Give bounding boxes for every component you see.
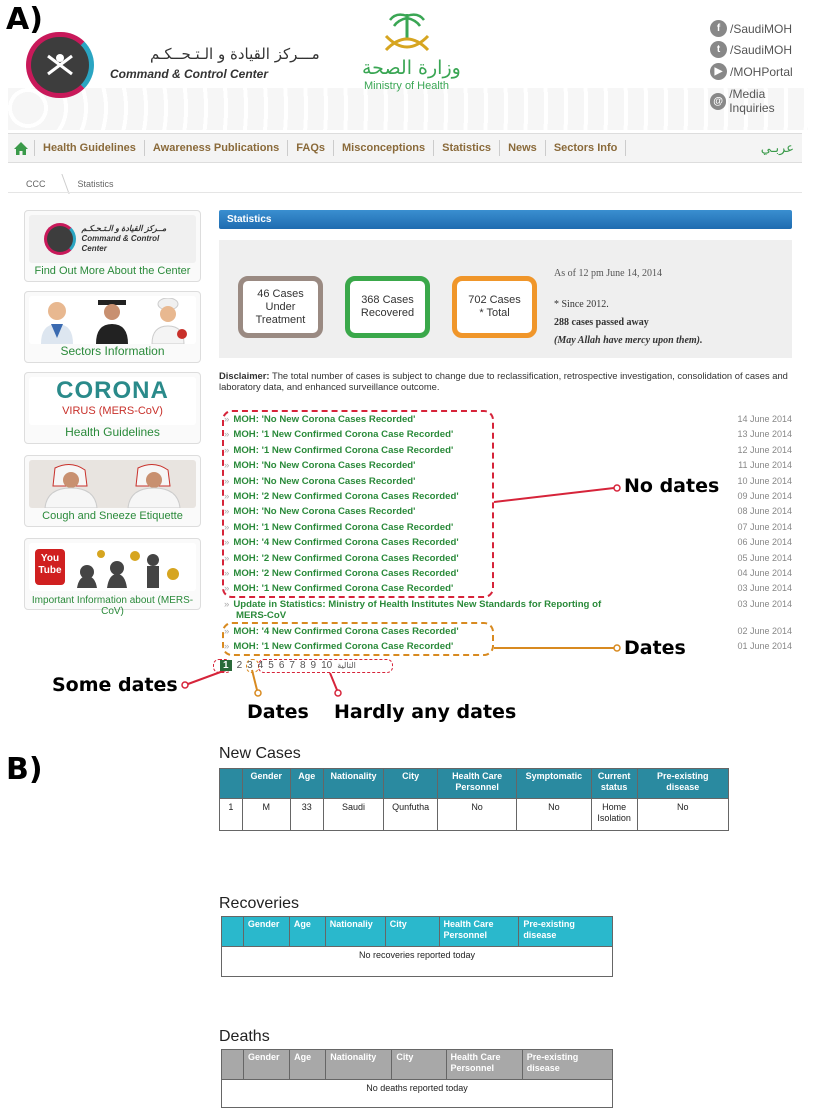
page-link[interactable]: 6 [278, 660, 285, 671]
table-header-row [220, 769, 729, 799]
recoveries-table [221, 916, 613, 977]
nav-health-guidelines[interactable]: Health Guidelines [34, 140, 144, 156]
sidebar-caption: Important Information about (MERS-CoV) [31, 595, 194, 617]
social-label: /MOHPortal [730, 64, 793, 79]
news-item[interactable]: » MOH: '1 New Confirmed Corona Case Recorded' 12 June 2014 [224, 444, 792, 456]
since-note: * Since 2012. [554, 299, 609, 310]
page-link[interactable]: 8 [299, 660, 306, 671]
sidebar-caption: Sectors Information [60, 344, 165, 358]
sidebar-caption: Health Guidelines [65, 425, 160, 439]
corona-banner-subtitle: VIRUS (MERS-CoV) [62, 405, 163, 417]
social-label: /SaudiMOH [730, 42, 793, 57]
col-header: Health Care Personnel [446, 1050, 522, 1080]
col-header: Gender [243, 917, 289, 947]
table-cell: 33 [290, 799, 323, 831]
breadcrumb-current: Statistics [77, 179, 114, 189]
disclaimer-text: The total number of cases is subject to change due to reclassification, retrospective investigation, consolidation of cases and laboratory data, and enhanced surveillance outcome. [219, 370, 788, 392]
ccc-english-name: Command & Control Center [110, 67, 269, 81]
social-label: /SaudiMOH [730, 21, 793, 36]
page-link[interactable]: 7 [289, 660, 295, 671]
table-cell: Saudi [323, 799, 383, 831]
youtube-icon: ▶ [710, 63, 727, 80]
stat-line: Under [265, 300, 296, 313]
news-item[interactable]: » MOH: 'No New Corona Cases Recorded' 11 June 2014 [224, 460, 792, 472]
news-item[interactable]: » MOH: '2 New Confirmed Corona Cases Recorded' 09 June 2014 [224, 491, 792, 502]
corona-banner-title: CORONA [56, 377, 169, 404]
col-header: Age [290, 1050, 326, 1080]
col-header: Pre-existing disease [522, 1050, 612, 1080]
news-item[interactable]: » Update in Statistics: Ministry of Health Institutes New Standards for Reporting of MERS-CoV 03 June 2014 [224, 599, 792, 621]
news-title[interactable]: MOH: '1 New Confirmed Corona Case Recorded' [233, 521, 454, 533]
social-label: /Media Inquiries [729, 87, 775, 115]
table-cell: M [242, 799, 290, 831]
stat-line: 46 Cases [257, 287, 304, 300]
news-title[interactable]: MOH: '4 New Confirmed Corona Cases Recorded' [233, 626, 459, 637]
col-header: City [392, 1050, 446, 1080]
annotation-dates-right: Dates [624, 637, 686, 659]
table-cell: No [637, 799, 728, 831]
table-row [220, 799, 729, 831]
col-header [220, 769, 243, 799]
news-title[interactable]: Update in Statistics: Ministry of Health Institutes New Standards for Reporting of [233, 599, 602, 610]
page-link[interactable]: 10 [321, 660, 333, 671]
sidebar-caption: Cough and Sneeze Etiquette [42, 510, 183, 522]
col-header: Age [289, 917, 325, 947]
news-item[interactable]: » MOH: '1 New Confirmed Corona Case Recorded' 13 June 2014 [224, 429, 792, 441]
page-link[interactable]: 9 [310, 660, 317, 671]
connector-no-dates [494, 488, 614, 502]
news-date: 07 June 2014 [737, 521, 792, 532]
page-link[interactable]: 2 [236, 660, 243, 671]
page-link[interactable]: 3 [247, 660, 253, 671]
col-header: Pre-existing disease [637, 769, 728, 799]
ccc-banner-text: مــركز القيادة و الـتـحـكـم Command & Control Center [81, 224, 167, 253]
news-title[interactable]: MOH: '2 New Confirmed Corona Cases Recorded' [233, 568, 459, 579]
connector-hardly [330, 673, 337, 690]
ccc-arabic-name: مـــركز القيادة و الـتـحــكـم [150, 45, 320, 63]
news-date: 06 June 2014 [737, 537, 792, 548]
nav-misconceptions[interactable]: Misconceptions [333, 140, 433, 156]
news-date: 01 June 2014 [737, 641, 792, 652]
deaths-title: Deaths [219, 1028, 270, 1045]
page-next[interactable]: التالية [337, 661, 356, 670]
news-title[interactable]: MOH: '1 New Confirmed Corona Case Recorded' [233, 641, 454, 653]
deaths-note: 288 cases passed away [554, 317, 649, 328]
news-date: 04 June 2014 [737, 568, 792, 578]
annotation-some-dates: Some dates [52, 674, 178, 696]
news-title-continued[interactable]: MERS-CoV [236, 610, 287, 621]
col-header: Gender [244, 1050, 290, 1080]
table-cell: 1 [220, 799, 243, 831]
col-header: Pre-existing disease [519, 917, 613, 947]
col-header: Gender [242, 769, 290, 799]
empty-message: No recoveries reported today [222, 947, 613, 977]
connector-end-some-dates [182, 682, 188, 688]
connector-end-hardly [335, 690, 341, 696]
table-header-row [222, 917, 613, 947]
at-icon: @ [710, 93, 726, 110]
statistics-title-bar: Statistics [219, 210, 792, 229]
news-date: 09 June 2014 [737, 491, 792, 501]
nav-statistics[interactable]: Statistics [433, 140, 499, 156]
youtube-logo-icon: You Tube [35, 549, 65, 585]
news-title[interactable]: MOH: '2 New Confirmed Corona Cases Recorded' [233, 491, 459, 502]
news-date: 13 June 2014 [737, 429, 792, 440]
news-title[interactable]: MOH: 'No New Corona Cases Recorded' [233, 475, 416, 487]
news-date: 10 June 2014 [737, 475, 792, 486]
connector-end-dates-right [614, 645, 620, 651]
empty-message: No deaths reported today [222, 1080, 613, 1108]
stat-line: Treatment [255, 313, 306, 326]
connector-end-no-dates [614, 485, 620, 491]
col-header: City [385, 917, 439, 947]
table-row [222, 1080, 613, 1108]
news-item[interactable]: » MOH: '4 New Confirmed Corona Cases Recorded' 02 June 2014 [224, 626, 792, 637]
col-header: Nationality [323, 769, 383, 799]
page-link[interactable]: 5 [268, 660, 274, 671]
col-header: Symptomatic [517, 769, 592, 799]
news-title[interactable]: MOH: '2 New Confirmed Corona Cases Recorded' [233, 552, 459, 564]
col-header: Current status [591, 769, 637, 799]
table-cell: Home Isolation [591, 799, 637, 831]
col-header [222, 1050, 244, 1080]
news-date: 02 June 2014 [737, 626, 792, 636]
col-header: Nationality [326, 1050, 392, 1080]
nav-arabic-link[interactable]: عربـي [760, 140, 794, 155]
news-title[interactable]: MOH: 'No New Corona Cases Recorded' [233, 414, 416, 425]
stat-line: Recovered [360, 307, 415, 319]
news-title[interactable]: MOH: 'No New Corona Cases Recorded' [233, 460, 416, 472]
table-cell: No [517, 799, 592, 831]
news-item[interactable]: » MOH: '1 New Confirmed Corona Case Recorded' 07 June 2014 [224, 521, 792, 533]
col-header: Nationaliy [325, 917, 385, 947]
moh-arabic-name: وزارة الصحة [362, 57, 461, 79]
sidebar-caption: Find Out More About the Center [34, 265, 191, 277]
news-item[interactable]: » MOH: '2 New Confirmed Corona Cases Recorded' 05 June 2014 [224, 552, 792, 564]
news-title[interactable]: MOH: '1 New Confirmed Corona Case Recorded' [233, 583, 454, 595]
news-title[interactable]: MOH: '1 New Confirmed Corona Case Recorded' [233, 429, 454, 441]
panel-label-b: B) [6, 752, 43, 787]
page-link[interactable]: 4 [257, 660, 264, 671]
connector-dates-bottom [252, 670, 257, 690]
annotation-no-dates: No dates [624, 475, 720, 497]
news-date: 14 June 2014 [737, 414, 792, 424]
new-cases-title: New Cases [219, 745, 301, 762]
table-header-row [222, 1050, 613, 1080]
stat-line: * Total [479, 307, 510, 319]
col-header: Health Care Personnel [438, 769, 517, 799]
breadcrumb-root[interactable]: CCC [26, 179, 46, 189]
facebook-icon: f [710, 20, 727, 37]
stat-line: 702 Cases [468, 294, 521, 306]
news-date: 03 June 2014 [737, 583, 792, 594]
news-date: 11 June 2014 [738, 460, 792, 471]
news-date: 03 June 2014 [737, 599, 792, 609]
deaths-table [221, 1049, 613, 1108]
col-header: Age [290, 769, 323, 799]
news-item[interactable]: » MOH: '1 New Confirmed Corona Case Recorded' 03 June 2014 [224, 583, 792, 595]
news-title[interactable]: MOH: 'No New Corona Cases Recorded' [233, 506, 416, 518]
table-cell: Qunfutha [384, 799, 438, 831]
nav-news[interactable]: News [499, 140, 545, 156]
news-title[interactable]: MOH: '1 New Confirmed Corona Case Recorded' [233, 444, 454, 456]
col-header: City [384, 769, 438, 799]
news-date: 08 June 2014 [737, 506, 792, 517]
page-current[interactable]: 1 [220, 660, 232, 671]
twitter-icon: t [710, 41, 727, 58]
news-item[interactable]: » MOH: 'No New Corona Cases Recorded' 10 June 2014 [224, 475, 792, 487]
news-item[interactable]: » MOH: '1 New Confirmed Corona Case Recorded' 01 June 2014 [224, 641, 792, 653]
nav-sectors-info[interactable]: Sectors Info [545, 140, 627, 156]
nav-awareness-publications[interactable]: Awareness Publications [144, 140, 287, 156]
news-item[interactable]: » MOH: '4 New Confirmed Corona Cases Recorded' 06 June 2014 [224, 537, 792, 549]
table-row [222, 947, 613, 977]
nav-faqs[interactable]: FAQs [287, 140, 333, 156]
panel-label-a: A) [6, 2, 43, 37]
news-item[interactable]: » MOH: '2 New Confirmed Corona Cases Recorded' 04 June 2014 [224, 568, 792, 579]
news-date: 12 June 2014 [737, 444, 792, 455]
recoveries-title: Recoveries [219, 895, 300, 912]
new-cases-table [219, 768, 729, 831]
col-header [222, 917, 244, 947]
pagination [220, 660, 356, 671]
news-date: 05 June 2014 [737, 552, 792, 563]
annotation-hardly-any-dates: Hardly any dates [334, 701, 517, 723]
table-cell: No [438, 799, 517, 831]
stat-line: 368 Cases [361, 294, 414, 306]
connector-end-dates-bottom [255, 690, 261, 696]
disclaimer-label: Disclaimer: [219, 370, 270, 381]
moh-english-name: Ministry of Health [364, 80, 449, 92]
as-of-timestamp: As of 12 pm June 14, 2014 [554, 268, 663, 279]
annotation-dates-bottom: Dates [247, 701, 309, 723]
news-item[interactable]: » MOH: 'No New Corona Cases Recorded' 14 June 2014 [224, 414, 792, 425]
col-header: Health Care Personnel [439, 917, 519, 947]
news-title[interactable]: MOH: '4 New Confirmed Corona Cases Recorded' [233, 537, 459, 549]
news-item[interactable]: » MOH: 'No New Corona Cases Recorded' 08 June 2014 [224, 506, 792, 518]
mercy-note: (May Allah have mercy upon them). [554, 335, 703, 346]
